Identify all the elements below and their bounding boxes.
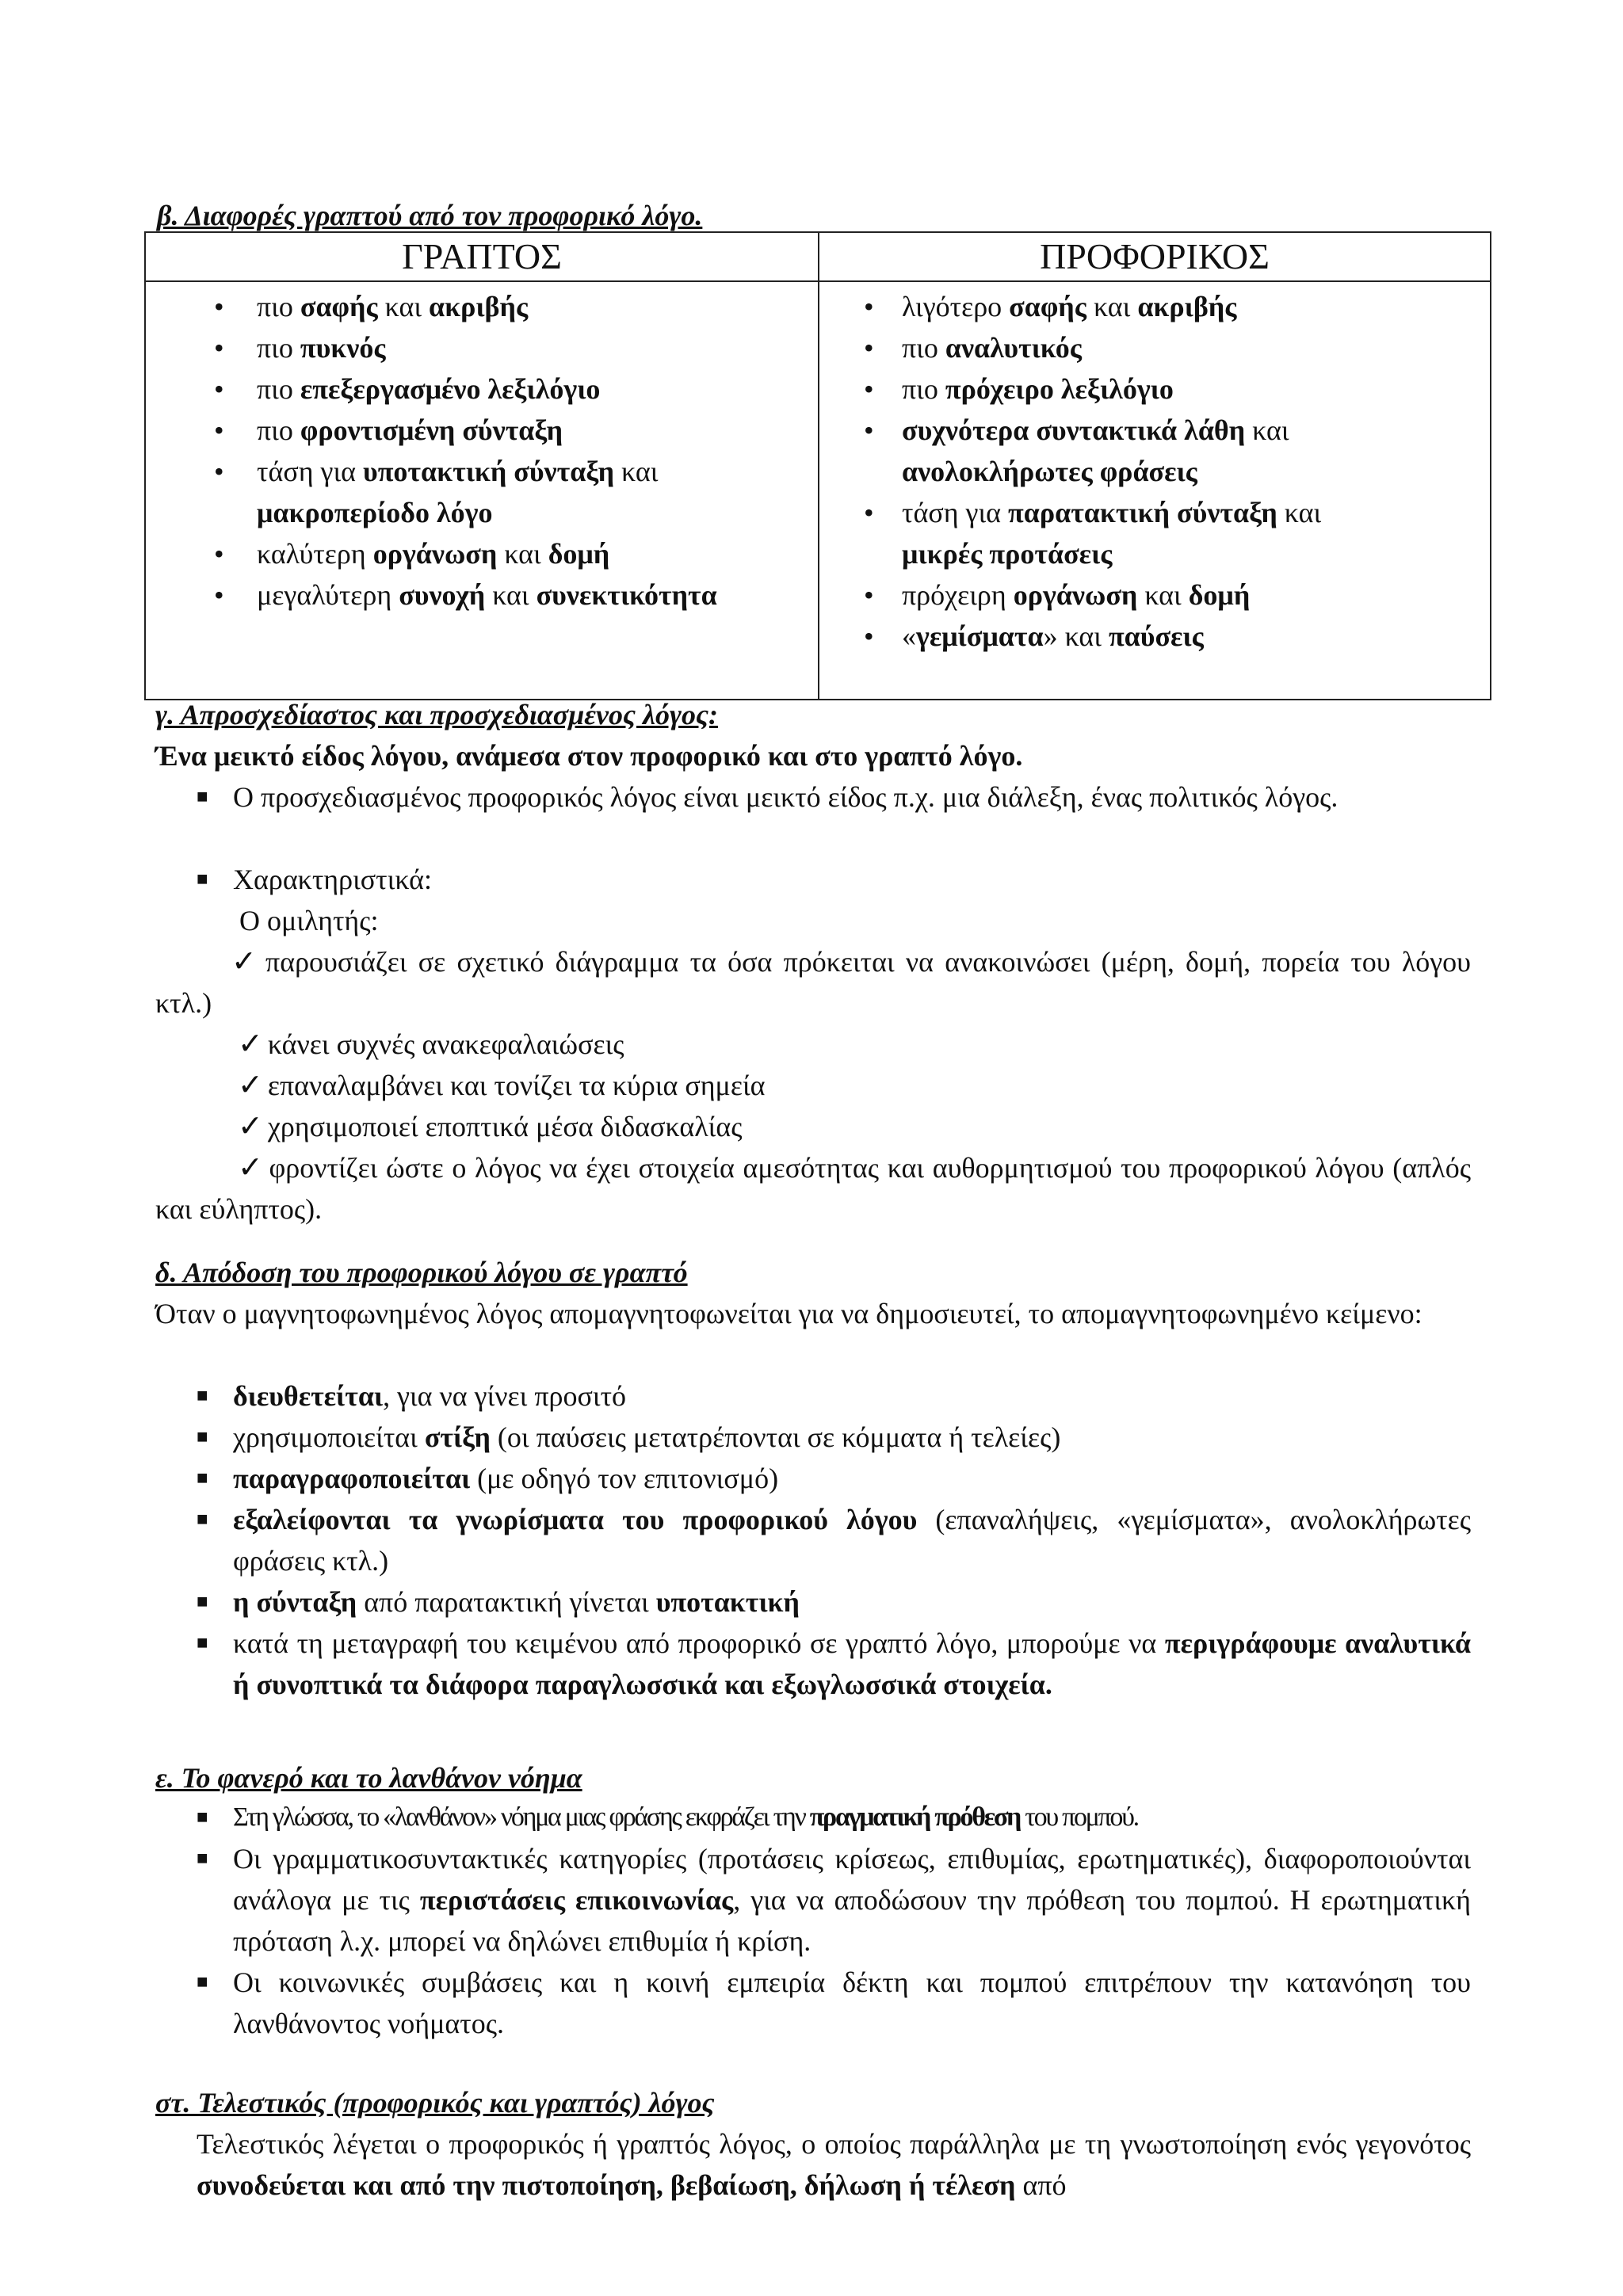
- list-item: ■ διευθετείται, για να γίνει προσιτό: [197, 1380, 627, 1412]
- list-item: • καλύτερη οργάνωση και δομή: [214, 538, 610, 570]
- section-d-intro: Όταν ο μαγνητοφωνημένος λόγος απομαγνητοφωνείται για να δημοσιευτεί, το απομαγνητοφωνημένο κείμενο:: [155, 1298, 1423, 1329]
- list-item: ■ εξαλείφονται τα γνωρίσματα του προφορικού λόγου (επαναλήψεις, «γεμίσματα», ανολοκλήρωτες φράσεις κτλ.): [197, 1504, 1471, 1577]
- check-item: ✓ επαναλαμβάνει και τονίζει τα κύρια σημεία: [238, 1069, 766, 1102]
- list-item: ■ Οι γραμματικοσυντακτικές κατηγορίες (προτάσεις κρίσεως, επιθυμίας, ερωτηματικές), διαφοροποιούνται ανάλογα με τις περιστάσεις επικοινωνίας, για να αποδώσουν την πρόθεση του πομπού. Η ερωτηματική πρόταση λ.χ. μπορεί να δηλώνει επιθυμία ή κρίση.: [197, 1843, 1471, 1957]
- spoken-column-header: ΠΡΟΦΟΡΙΚΟΣ: [1040, 236, 1270, 277]
- section-e-heading: ε. Το φανερό και το λανθάνον νόημα: [155, 1762, 582, 1794]
- section-c-heading: γ. Απροσχεδίαστος και προσχεδιασμένος λόγος:: [155, 699, 719, 730]
- list-item: ■ η σύνταξη από παρατακτική γίνεται υποτακτική: [197, 1586, 800, 1618]
- section-c-bullet-2: ■ Χαρακτηριστικά:: [197, 864, 433, 895]
- list-item: • μεγαλύτερη συνοχή και συνεκτικότητα: [214, 579, 717, 611]
- check-item: ✓ παρουσιάζει σε σχετικό διάγραμμα τα όσα πρόκειται να ανακοινώσει (μέρη, δομή, πορεία του λόγου κτλ.): [155, 945, 1472, 1019]
- check-item: ✓ φροντίζει ώστε ο λόγος να έχει στοιχεία αμεσότητας και αυθορμητισμού του προφορικού λόγου (απλός και εύληπτος).: [155, 1151, 1471, 1225]
- list-item: • πιο σαφής και ακριβής: [214, 291, 529, 322]
- comparison-table: [144, 231, 1491, 700]
- list-item: • πιο αναλυτικός: [864, 332, 1082, 364]
- list-item: • πιο φροντισμένη σύνταξη: [214, 414, 563, 446]
- list-item: • πιο πυκνός: [214, 332, 386, 364]
- list-item: ■ χρησιμοποιείται στίξη (οι παύσεις μετατρέπονται σε κόμματα ή τελείες): [197, 1421, 1061, 1453]
- section-c-bullet-1: ■ Ο προσχεδιασμένος προφορικός λόγος είναι μεικτό είδος π.χ. μια διάλεξη, ένας πολιτικός λόγος.: [197, 781, 1338, 813]
- check-item: ✓ κάνει συχνές ανακεφαλαιώσεις: [238, 1028, 624, 1061]
- list-item: ■ Οι κοινωνικές συμβάσεις και η κοινή εμπειρία δέκτη και πομπού επιτρέπουν την κατανόηση του λανθάνοντος νοήματος.: [197, 1966, 1471, 2039]
- list-item: • συχνότερα συντακτικά λάθη και ανολοκλήρωτες φράσεις: [864, 414, 1289, 487]
- list-item: • «γεμίσματα» και παύσεις: [864, 620, 1204, 652]
- section-c-subtitle: Ένα μεικτό είδος λόγου, ανάμεσα στον προφορικό και στο γραπτό λόγο.: [155, 740, 1023, 772]
- speaker-label: Ο ομιλητής:: [239, 905, 379, 936]
- list-item: ■ παραγραφοποιείται (με οδηγό τον επιτονισμό): [197, 1463, 779, 1494]
- list-item: • λιγότερο σαφής και ακριβής: [864, 291, 1237, 322]
- section-b-heading: β. Διαφορές γραπτού από τον προφορικό λόγο.: [157, 200, 703, 231]
- list-item: • τάση για παρατακτική σύνταξη και μικρές προτάσεις: [864, 497, 1322, 570]
- section-st-heading: στ. Τελεστικός (προφορικός και γραπτός) λόγος: [155, 2087, 715, 2119]
- section-d-heading: δ. Απόδοση του προφορικού λόγου σε γραπτό: [155, 1257, 688, 1288]
- list-item: • πρόχειρη οργάνωση και δομή: [864, 579, 1251, 611]
- check-item: ✓ χρησιμοποιεί εποπτικά μέσα διδασκαλίας: [238, 1110, 743, 1143]
- list-item: ■ κατά τη μεταγραφή του κειμένου από προφορικό σε γραπτό λόγο, μπορούμε να περιγράφουμε αναλυτικά ή συνοπτικά τα διάφορα παραγλωσσικά και εξωγλωσσικά στοιχεία.: [197, 1627, 1472, 1700]
- list-item: • πιο πρόχειρο λεξιλόγιο: [864, 373, 1174, 405]
- written-column-header: ΓΡΑΠΤΟΣ: [402, 236, 562, 277]
- list-item: ■ Στη γλώσσα, το «λανθάνον» νόημα μιας φράσης εκφράζει την πραγματική πρόθεση του πομπού.: [197, 1802, 1138, 1832]
- list-item: • τάση για υποτακτική σύνταξη και μακροπερίοδο λόγο: [214, 456, 659, 528]
- section-st-paragraph: Τελεστικός λέγεται ο προφορικός ή γραπτός λόγος, ο οποίος παράλληλα με τη γνωστοποίηση ενός γεγονότος συνοδεύεται και από την πιστοποίηση, βεβαίωση, δήλωση ή τέλεση από: [197, 2128, 1471, 2201]
- list-item: • πιο επεξεργασμένο λεξιλόγιο: [214, 373, 601, 405]
